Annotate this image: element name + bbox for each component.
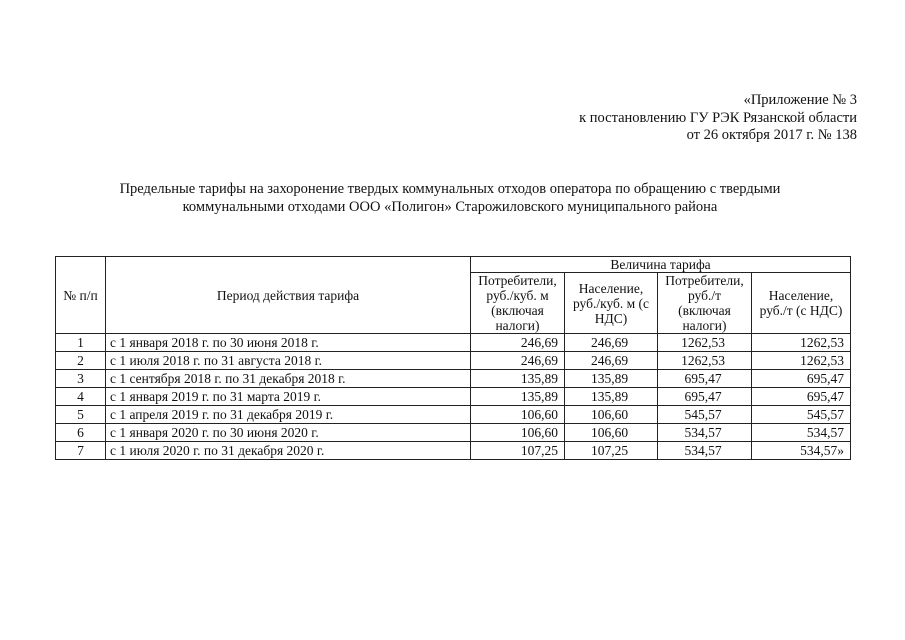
title-line-2: коммунальными отходами ООО «Полигон» Старожиловского муниципального района <box>182 198 718 215</box>
row-population-m3: 106,60 <box>565 424 658 442</box>
table-row <box>56 424 851 442</box>
appendix-header <box>579 92 857 145</box>
row-population-t: 534,57 <box>752 424 851 442</box>
row-number: 7 <box>56 442 106 460</box>
row-consumers-m3: 135,89 <box>471 370 565 388</box>
row-number: 1 <box>56 334 106 352</box>
row-consumers-m3: 246,69 <box>471 334 565 352</box>
header-period: Период действия тарифа <box>106 257 471 334</box>
document-title <box>60 181 840 216</box>
row-number: 2 <box>56 352 106 370</box>
row-number: 6 <box>56 424 106 442</box>
appendix-line-1: «Приложение № 3 <box>743 92 857 108</box>
row-period: с 1 января 2019 г. по 31 марта 2019 г. <box>106 388 471 406</box>
row-population-t: 1262,53 <box>752 334 851 352</box>
appendix-line-3: от 26 октября 2017 г. № 138 <box>686 127 857 143</box>
row-population-m3: 135,89 <box>565 370 658 388</box>
row-population-t: 534,57» <box>752 442 851 460</box>
subheader-consumers-t: Потребители, руб./т (включая налоги) <box>658 273 752 334</box>
row-population-m3: 106,60 <box>565 406 658 424</box>
subheader-population-t: Население, руб./т (с НДС) <box>752 273 851 334</box>
subheader-population-m3: Население, руб./куб. м (с НДС) <box>565 273 658 334</box>
row-consumers-t: 695,47 <box>658 370 752 388</box>
row-population-m3: 246,69 <box>565 352 658 370</box>
row-period: с 1 сентября 2018 г. по 31 декабря 2018 г. <box>106 370 471 388</box>
row-consumers-t: 1262,53 <box>658 334 752 352</box>
table-row <box>56 334 851 352</box>
table-header-row <box>56 257 851 273</box>
row-population-t: 695,47 <box>752 370 851 388</box>
row-period: с 1 июля 2018 г. по 31 августа 2018 г. <box>106 352 471 370</box>
row-period: с 1 января 2018 г. по 30 июня 2018 г. <box>106 334 471 352</box>
header-num: № п/п <box>56 257 106 334</box>
row-consumers-t: 534,57 <box>658 442 752 460</box>
row-population-m3: 135,89 <box>565 388 658 406</box>
row-number: 3 <box>56 370 106 388</box>
row-period: с 1 июля 2020 г. по 31 декабря 2020 г. <box>106 442 471 460</box>
row-population-t: 695,47 <box>752 388 851 406</box>
row-population-m3: 246,69 <box>565 334 658 352</box>
row-period: с 1 января 2020 г. по 30 июня 2020 г. <box>106 424 471 442</box>
row-consumers-m3: 135,89 <box>471 388 565 406</box>
appendix-line-2: к постановлению ГУ РЭК Рязанской области <box>579 109 857 126</box>
row-population-t: 1262,53 <box>752 352 851 370</box>
tariff-table <box>55 256 851 460</box>
row-number: 5 <box>56 406 106 424</box>
row-consumers-m3: 106,60 <box>471 424 565 442</box>
table-row <box>56 370 851 388</box>
row-population-m3: 107,25 <box>565 442 658 460</box>
table-row <box>56 352 851 370</box>
subheader-consumers-m3: Потребители, руб./куб. м (включая налоги) <box>471 273 565 334</box>
row-consumers-m3: 107,25 <box>471 442 565 460</box>
row-period: с 1 апреля 2019 г. по 31 декабря 2019 г. <box>106 406 471 424</box>
row-consumers-t: 695,47 <box>658 388 752 406</box>
table-row <box>56 406 851 424</box>
row-number: 4 <box>56 388 106 406</box>
row-consumers-t: 534,57 <box>658 424 752 442</box>
row-consumers-t: 1262,53 <box>658 352 752 370</box>
row-population-t: 545,57 <box>752 406 851 424</box>
header-tariff-group: Величина тарифа <box>471 257 851 273</box>
table-row <box>56 442 851 460</box>
row-consumers-m3: 106,60 <box>471 406 565 424</box>
title-line-1: Предельные тарифы на захоронение твердых коммунальных отходов оператора по обращению с твердыми <box>119 181 781 197</box>
table-row <box>56 388 851 406</box>
row-consumers-m3: 246,69 <box>471 352 565 370</box>
row-consumers-t: 545,57 <box>658 406 752 424</box>
